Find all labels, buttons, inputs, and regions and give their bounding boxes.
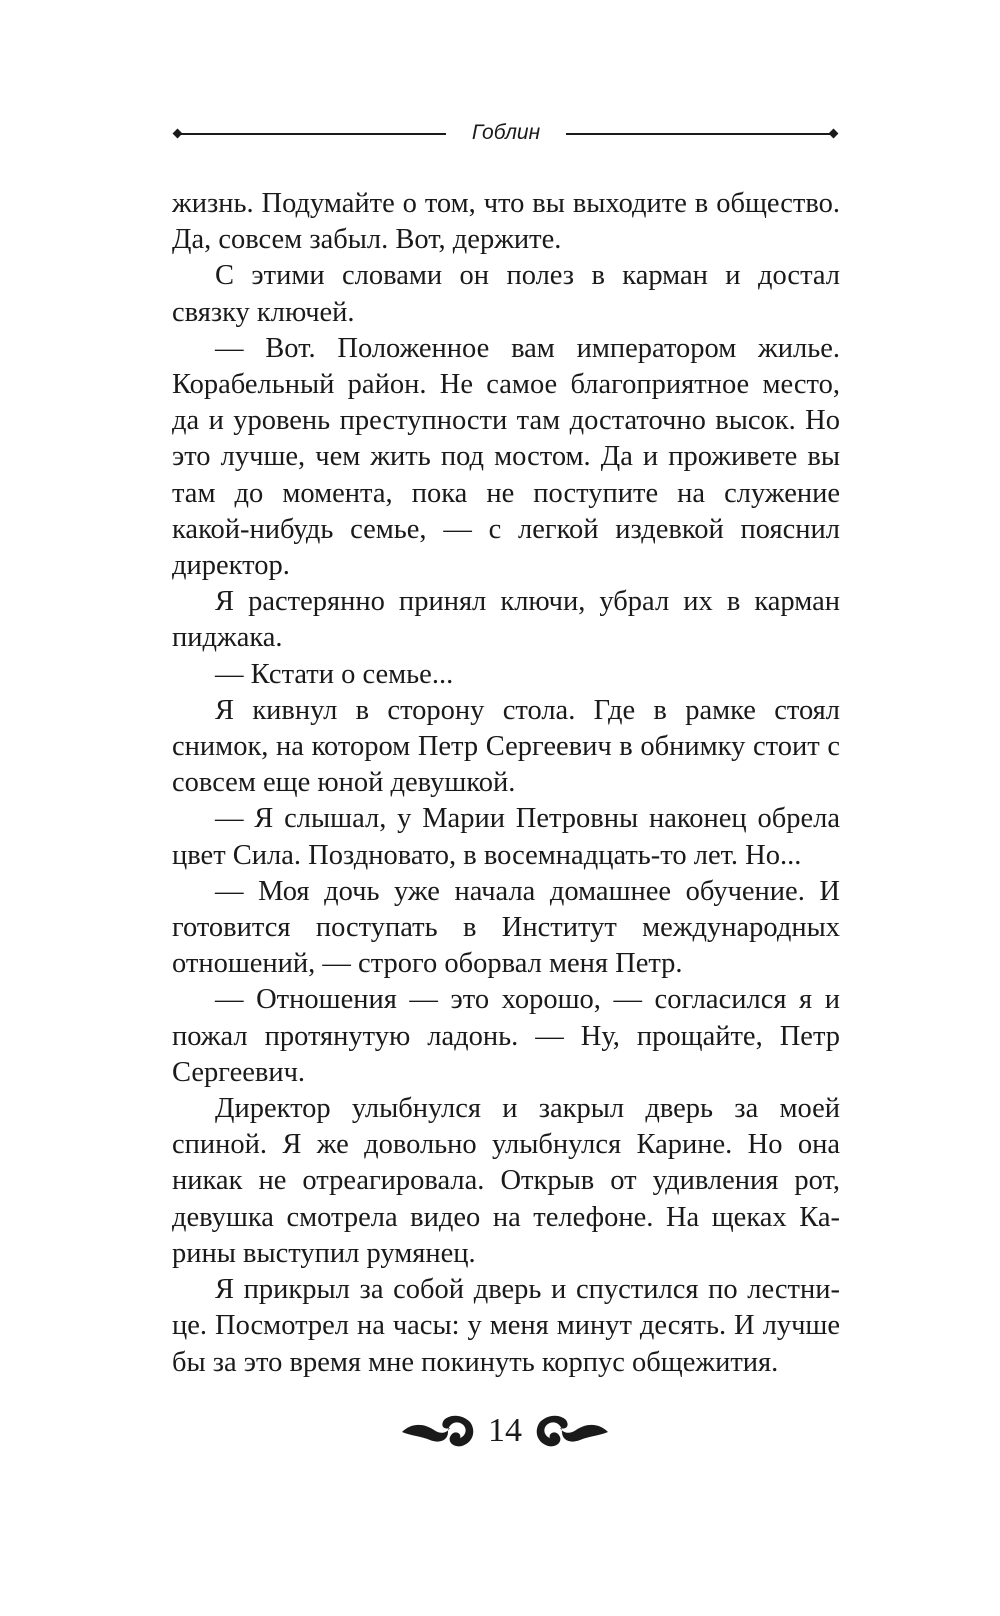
page-folio: [400, 1404, 610, 1458]
book-title: Гоблин: [471, 121, 541, 144]
page-text: [172, 186, 840, 1381]
running-header: [172, 118, 840, 148]
paragraph: — Я слышал, у Марии Петровны наконец обрела цвет Сила. Поздновато, в восемнадцать-то лет. Но...: [172, 803, 840, 871]
paragraph: жизнь. Подумайте о том, что вы выходите в общество. Да, совсем забыл. Вот, держите.: [172, 188, 840, 256]
page-number: 14: [488, 1412, 522, 1449]
paragraph: — Кстати о семье...: [215, 658, 454, 690]
paragraph: С этими словами он полез в карман и достал связку ключей.: [172, 260, 840, 328]
header-rule-right: [566, 133, 832, 135]
paragraph: Я кивнул в сторону стола. Где в рамке стоял снимок, на котором Петр Сергеевич в обнимку стоит с совсем еще юной девушкой.: [172, 694, 840, 799]
paragraph: Я растерянно принял ключи, убрал их в карман пиджака.: [172, 586, 840, 654]
rule-diamond-right: [829, 129, 839, 139]
right-scroll-ornament-icon: [532, 1410, 610, 1450]
paragraph: — Отношения — это хорошо, — согласился я и пожал протянутую ладонь. — Ну, прощайте, Петр Сергеевич.: [172, 984, 840, 1088]
paragraph: — Вот. Положенное вам императором жилье. Корабельный район. Не самое благоприятное место, да и уровень преступности там достаточно высок. Но это лучше, чем жить под мостом. Да и проживете вы там до момента, пока не поступите на служение какой-нибудь семье, — с легкой издевкой пояснил директор.: [172, 332, 840, 582]
header-rule-left: [180, 133, 446, 135]
paragraph: Я прикрыл за собой дверь и спустился по лестнице. Посмотрел на часы: у меня минут десять. И лучше бы за это время мне покинуть корпус общежития.: [172, 1274, 840, 1378]
paragraph: — Моя дочь уже начала домашнее обучение. И готовится поступать в Институт международных отношений, — строго оборвал меня Петр.: [172, 875, 840, 980]
paragraph: Директор улыбнулся и закрыл дверь за моей спиной. Я же довольно улыбнулся Карине. Но она никак не отреагировала. Открыв от удивления рот, девушка смотрела видео на телефоне. На щеках Карины выступил румянец.: [172, 1093, 840, 1269]
left-scroll-ornament-icon: [400, 1410, 478, 1450]
